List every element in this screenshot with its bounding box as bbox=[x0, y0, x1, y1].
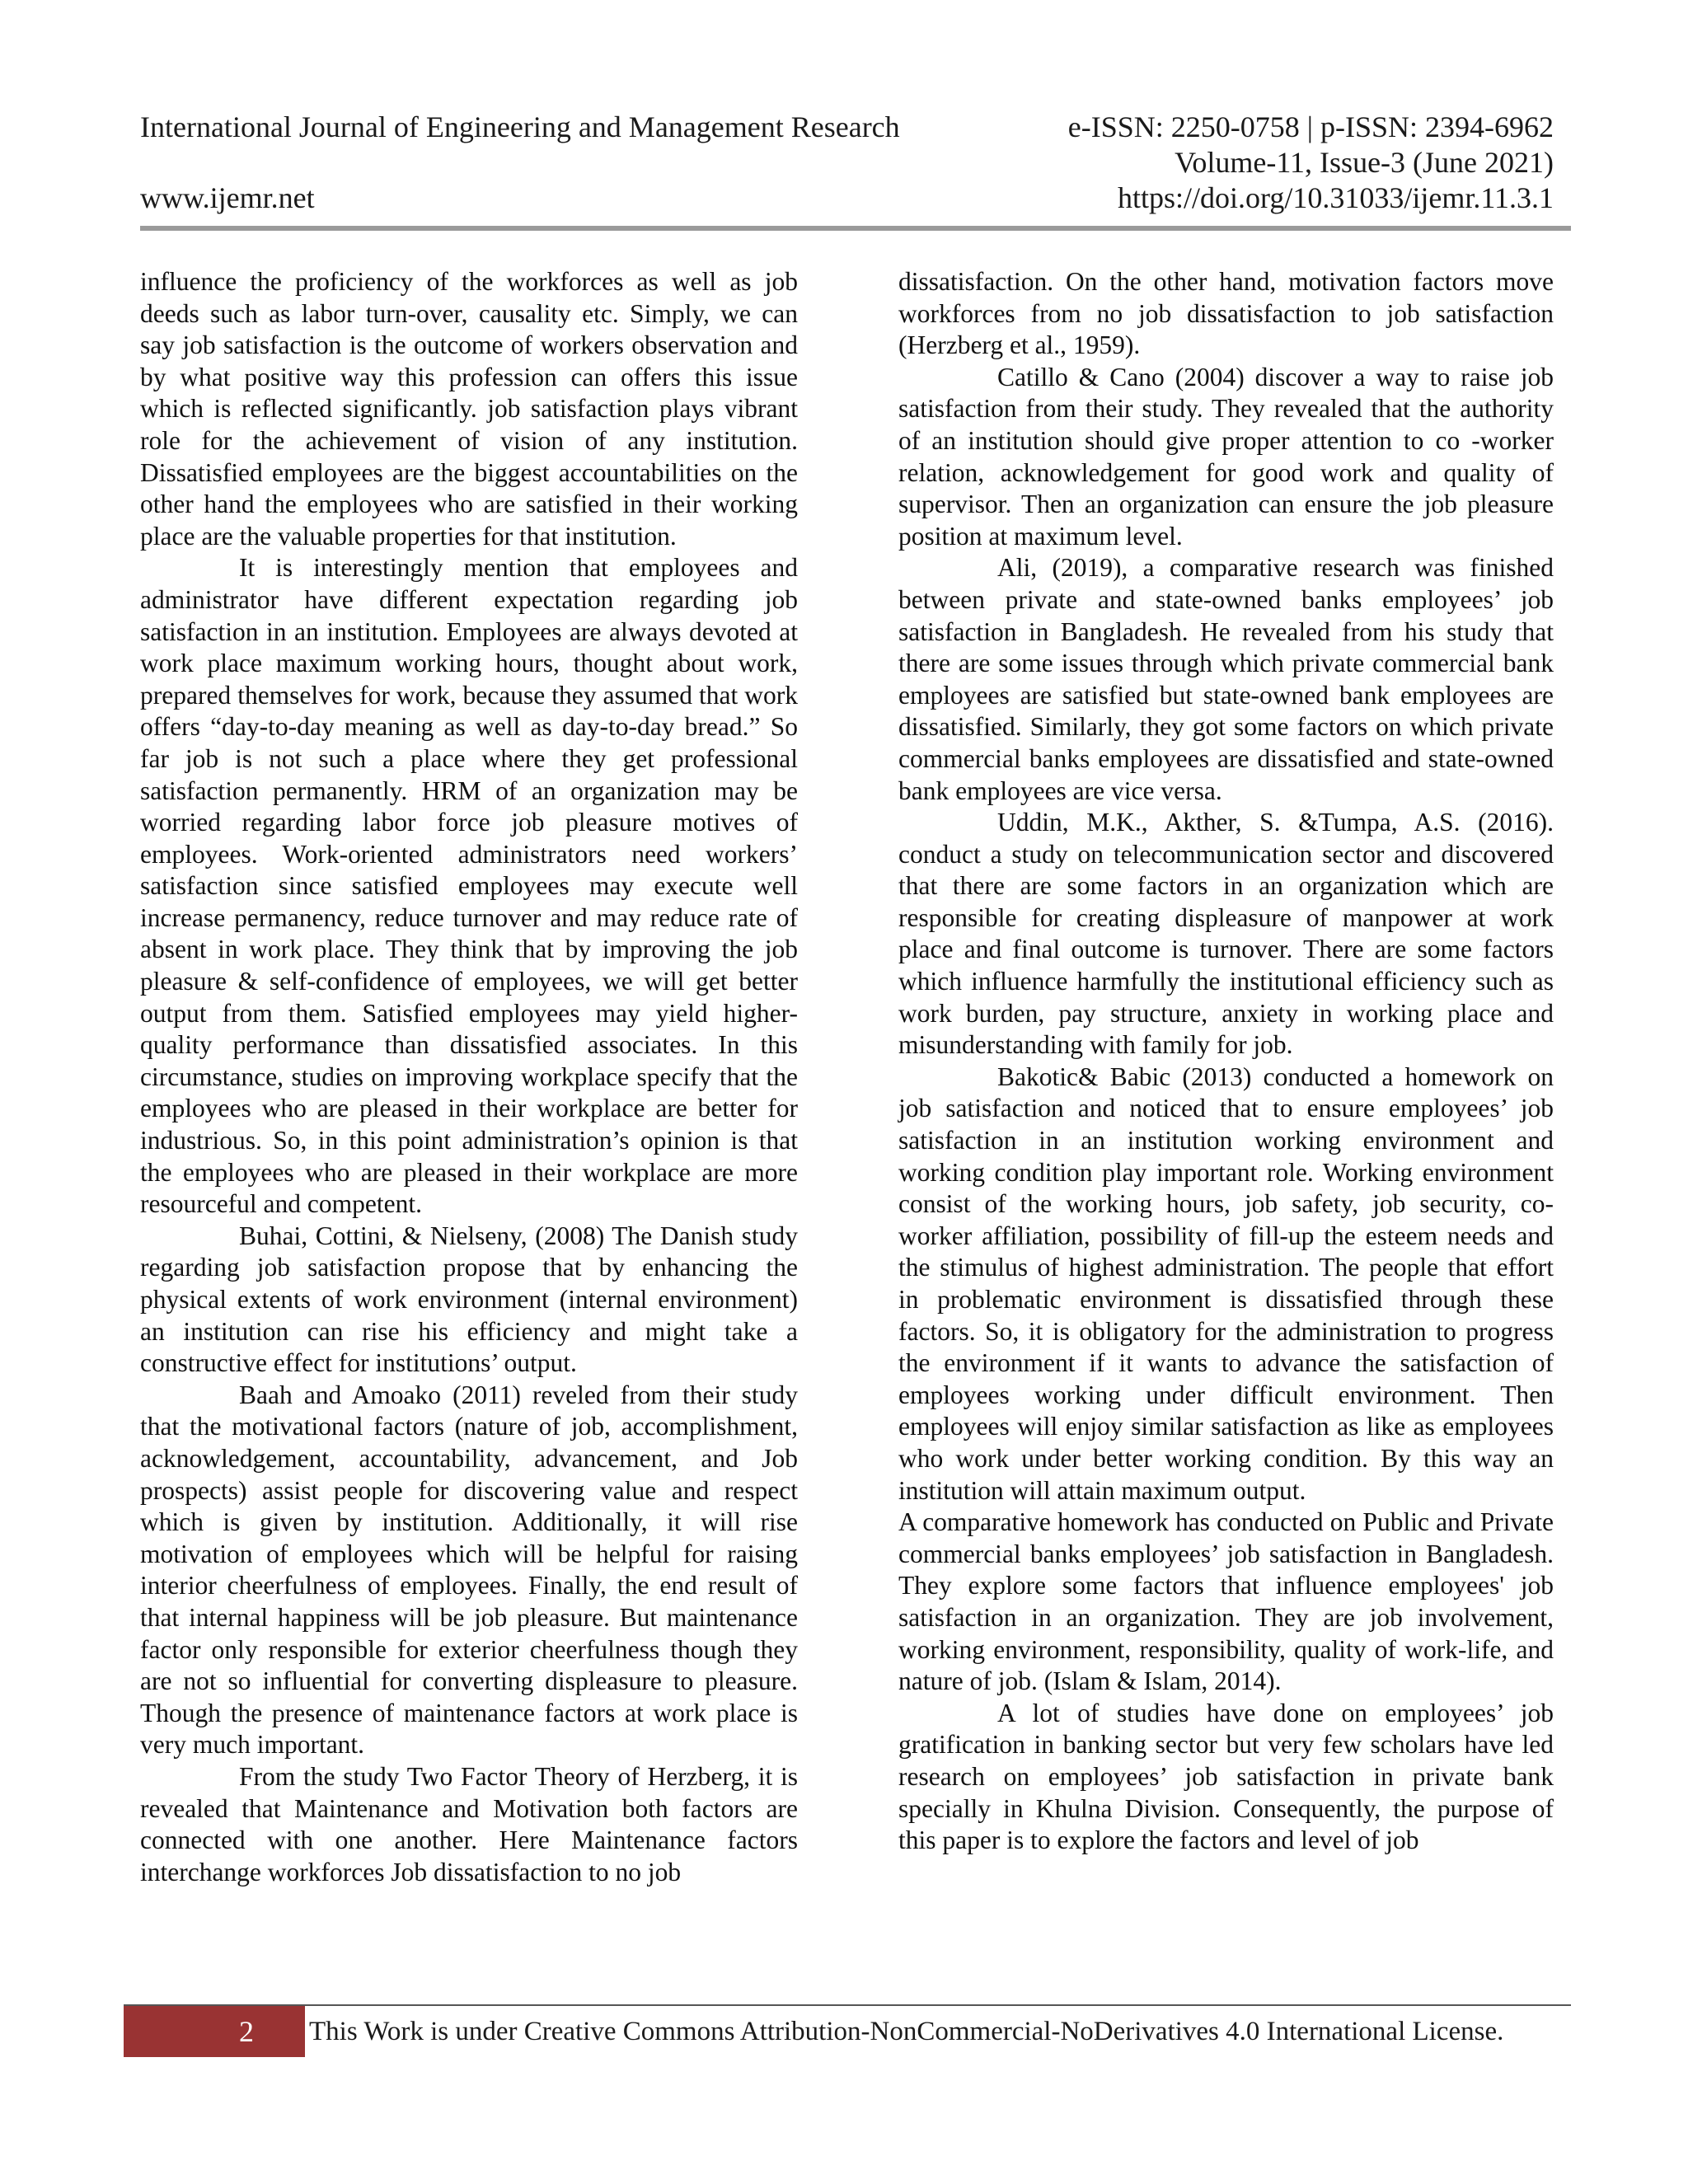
paragraph: Buhai, Cottini, & Nielseny, (2008) The Danish study regarding job satisfaction propose that by enhancing the physical extents of work environment (internal environment) an institution can rise his efficiency and might take a constructive effect for institutions’ output. bbox=[140, 1221, 798, 1378]
page-number: 2 bbox=[124, 2006, 305, 2057]
paragraph: Uddin, M.K., Akther, S. &Tumpa, A.S. (2016). conduct a study on telecommunication sector and discovered that there are some factors in an organization which are responsible for creating displeasure of manpower at work place and final outcome is turnover. There are some factors which influence harmfully the institutional efficiency such as work burden, pay structure, anxiety in working place and misunderstanding with family for job. bbox=[898, 808, 1554, 1060]
paragraph: A lot of studies have done on employees’ job gratification in banking sector but very few scholars have led research on employees’ job satisfaction in private bank specially in Khulna Division. Consequently, the purpose of this paper is to explore the factors and level of job bbox=[898, 1698, 1554, 1855]
license-notice: This Work is under Creative Commons Attribution-NonCommercial-NoDerivatives 4.0 International License. bbox=[309, 2017, 1504, 2046]
paragraph: It is interestingly mention that employees and administrator have different expectation regarding job satisfaction in an institution. Employees are always devoted at work place maximum working hours, thought about work, prepared themselves for work, because they assumed that work offers “day-to-day meaning as well as day-to-day bread.” So far job is not such a place where they get professional satisfaction permanently. HRM of an organization may be worried regarding labor force job pleasure motives of employees. Work-oriented administrators need workers’ satisfaction since satisfied employees may execute well increase permanency, reduce turnover and may reduce rate of absent in work place. They think that by improving the job pleasure & self-confidence of employees, we will get better output from them. Satisfied employees may yield higher-quality performance than dissatisfied associates. In this circumstance, studies on improving workplace specify that the employees who are pleased in their workplace are better for industrious. So, in this point administration’s opinion is that the employees who are pleased in their workplace are more resourceful and competent. bbox=[140, 553, 798, 1219]
right-column bbox=[898, 266, 1554, 1857]
journal-website-link[interactable]: www.ijemr.net bbox=[140, 181, 315, 214]
header-divider bbox=[140, 226, 1571, 231]
issn-line: e-ISSN: 2250-0758 | p-ISSN: 2394-6962 bbox=[1067, 110, 1554, 143]
paragraph: dissatisfaction. On the other hand, motivation factors move workforces from no job dissatisfaction to job satisfaction (Herzberg et al., 1959). bbox=[898, 267, 1554, 360]
paragraph: Bakotic& Babic (2013) conducted a homework on job satisfaction and noticed that to ensure employees’ job satisfaction in an institution working environment and working condition play important role. Working environment consist of the working hours, job safety, job security, co-worker affiliation, possibility of fill-up the esteem needs and the stimulus of highest administration. The people that effort in problematic environment is dissatisfied through these factors. So, it is obligatory for the administration to progress the environment if it wants to advance the satisfaction of employees working under difficult environment. Then employees will enjoy similar satisfaction as like as employees who work under better working condition. By this way an institution will attain maximum output. bbox=[898, 1062, 1554, 1505]
volume-issue: Volume-11, Issue-3 (June 2021) bbox=[1175, 146, 1554, 179]
paragraph: influence the proficiency of the workforces as well as job deeds such as labor turn-over, causality etc. Simply, we can say job satisfaction is the outcome of workers observation and by what positive way this profession can offers this issue which is reflected significantly. job satisfaction plays vibrant role for the achievement of vision of any institution. Dissatisfied employees are the biggest accountabilities on the other hand the employees who are satisfied in their working place are the valuable properties for that institution. bbox=[140, 267, 798, 551]
paragraph: Ali, (2019), a comparative research was finished between private and state-owned banks employees’ job satisfaction in Bangladesh. He revealed from his study that there are some issues through which private commercial bank employees are satisfied but state-owned bank employees are dissatisfied. Similarly, they got some factors on which private commercial banks employees are dissatisfied and state-owned bank employees are vice versa. bbox=[898, 553, 1554, 805]
doi-link[interactable]: https://doi.org/10.31033/ijemr.11.3.1 bbox=[1117, 181, 1554, 214]
paragraph: From the study Two Factor Theory of Herzberg, it is revealed that Maintenance and Motivation both factors are connected with one another. Here Maintenance factors interchange workforces Job dissatisfaction to no job bbox=[140, 1761, 798, 1886]
footer-divider bbox=[124, 2004, 1571, 2006]
left-column bbox=[140, 266, 798, 1888]
paragraph: A comparative homework has conducted on Public and Private commercial banks employees’ job satisfaction in Bangladesh. They explore some factors that influence employees' job satisfaction in an organization. They are job involvement, working environment, responsibility, quality of work-life, and nature of job. (Islam & Islam, 2014). bbox=[898, 1507, 1554, 1696]
journal-title: International Journal of Engineering and Management Research bbox=[140, 110, 900, 143]
paragraph: Baah and Amoako (2011) reveled from their study that the motivational factors (nature of job, accomplishment, acknowledgement, accountability, advancement, and Job prospects) assist people for discovering value and respect which is given by institution. Additionally, it will rise motivation of employees which will be helpful for raising interior cheerfulness of employees. Finally, the end result of that internal happiness will be job pleasure. But maintenance factor only responsible for exterior cheerfulness though they are not so influential for converting displeasure to pleasure. Though the presence of maintenance factors at work place is very much important. bbox=[140, 1380, 798, 1760]
paragraph: Catillo & Cano (2004) discover a way to raise job satisfaction from their study. They revealed that the authority of an institution should give proper attention to co -worker relation, acknowledgement for good work and quality of supervisor. Then an organization can ensure the job pleasure position at maximum level. bbox=[898, 362, 1554, 551]
